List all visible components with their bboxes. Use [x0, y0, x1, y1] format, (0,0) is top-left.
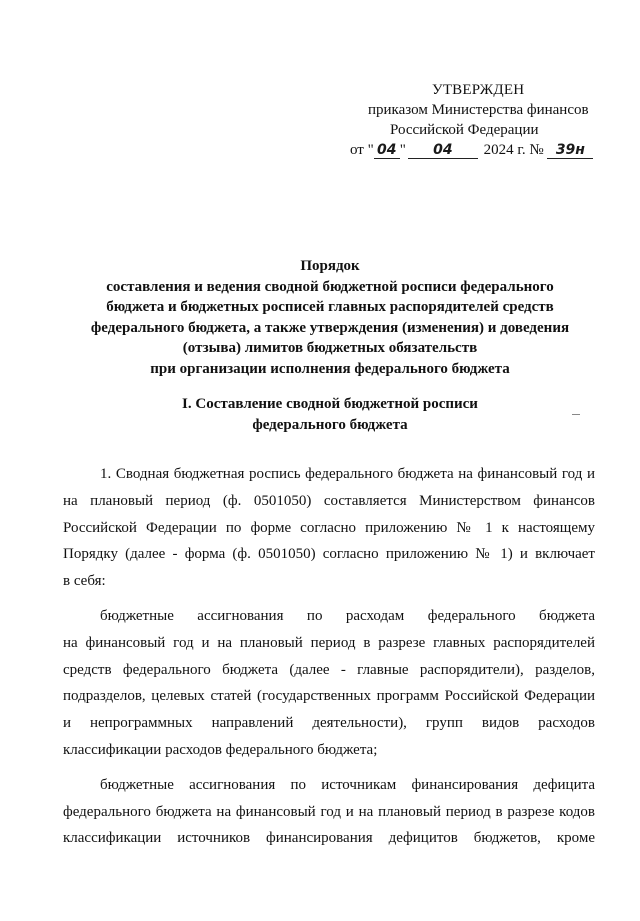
- paragraph-line: на финансовый год и на плановый период в разрезе главных распорядителей: [63, 634, 595, 651]
- paragraph-line: на плановый период (ф. 0501050) составляется Министерством финансов: [63, 492, 595, 509]
- paragraph-line: в себя:: [63, 573, 106, 590]
- paragraph-line: Российской Федерации по форме согласно приложению № 1 к настоящему: [63, 519, 595, 536]
- paragraph-line: подразделов, целевых статей (государственных программ Российской Федерации: [63, 688, 595, 705]
- paragraph-line: классификации источников финансирования дефицитов бюджетов, кроме: [63, 830, 595, 847]
- handwritten-order-number: 39н: [547, 142, 593, 159]
- approval-heading: УТВЕРЖДЕН: [432, 82, 525, 98]
- paragraph-line: Порядку (далее - форма (ф. 0501050) согласно приложению № 1) и включает: [63, 546, 595, 563]
- title-line: федерального бюджета, а также утверждения (изменения) и доведения: [90, 319, 570, 336]
- paragraph-line: и непрограммных направлений деятельности), групп видов расходов: [63, 715, 595, 732]
- title-line: составления и ведения сводной бюджетной росписи федерального: [106, 278, 554, 295]
- section-heading-line: I. Составление сводной бюджетной росписи: [182, 396, 478, 412]
- date-prefix: от ": [350, 142, 374, 158]
- document-title: [70, 256, 590, 379]
- paragraph-line: бюджетные ассигнования по расходам федерального бюджета: [100, 607, 595, 624]
- title-line: бюджета и бюджетных росписей главных распорядителей средств: [106, 299, 554, 315]
- approval-line-1: приказом Министерства финансов: [368, 102, 589, 118]
- section-heading-line: федерального бюджета: [252, 416, 408, 433]
- title-line: Порядок: [300, 258, 360, 274]
- paragraph-line: 1. Сводная бюджетная роспись федерального бюджета на финансовый год и: [100, 466, 595, 482]
- handwritten-month: 04: [408, 142, 478, 159]
- approval-line-2: Российской Федерации: [390, 122, 539, 138]
- paragraph-line: федерального бюджета на финансовый год и на плановый период в разрезе кодов: [63, 803, 595, 820]
- date-year: 2024 г. №: [483, 142, 544, 158]
- title-line: при организации исполнения федерального бюджета: [150, 360, 510, 377]
- paragraph-line: бюджетные ассигнования по источникам финансирования дефицита: [100, 776, 595, 793]
- paragraph-line: средств федерального бюджета (далее - главные распорядители), разделов,: [63, 661, 595, 678]
- handwritten-day: 04: [374, 142, 400, 159]
- approval-date-line: [350, 140, 593, 160]
- scan-mark: [572, 414, 580, 415]
- body-text: [63, 461, 595, 852]
- paragraph-line: классификации расходов федерального бюджета;: [63, 741, 378, 758]
- date-mid: ": [399, 142, 406, 158]
- title-line: (отзыва) лимитов бюджетных обязательств: [182, 340, 478, 356]
- section-heading: [70, 394, 590, 435]
